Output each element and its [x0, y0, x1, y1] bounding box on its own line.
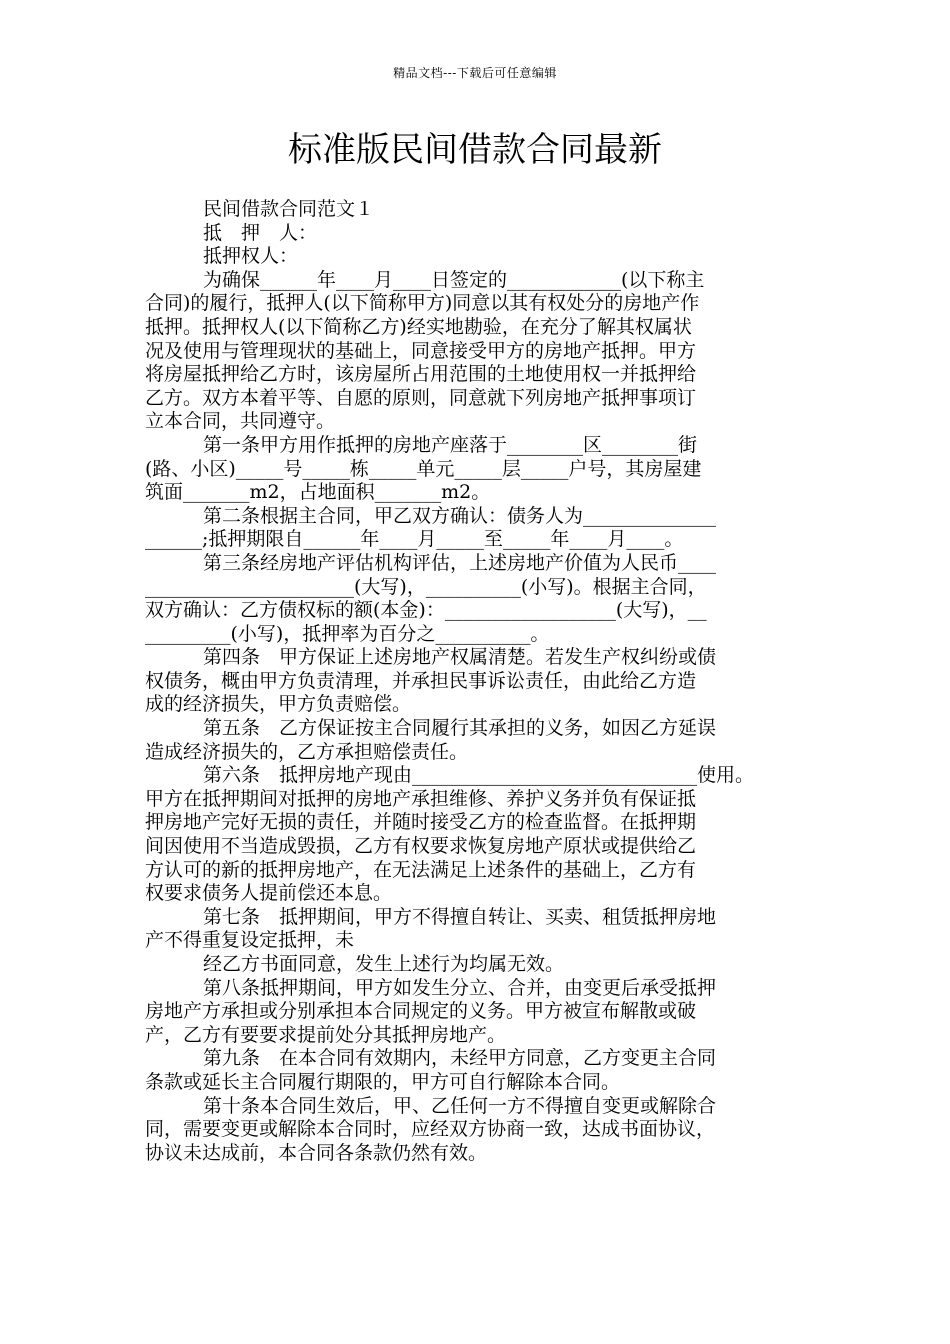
body-line: 立本合同，共同遵守。: [145, 410, 336, 433]
document-title: 标准版民间借款合同最新: [288, 130, 662, 170]
body-line: 间因使用不当造成毁损，乙方有权要求恢复房地产原状或提供给乙: [145, 835, 697, 858]
body-line: 成的经济损失，甲方负责赔偿。: [145, 693, 412, 716]
body-line: 权要求债务人提前偿还本息。: [145, 882, 393, 905]
body-line: 协议未达成前，本合同各条款仍然有效。: [145, 1141, 488, 1164]
body-line: 第四条 甲方保证上述房地产权属清楚。若发生产权纠纷或债: [203, 646, 717, 669]
body-line: 甲方在抵押期间对抵押的房地产承担维修、养护义务并负有保证抵: [145, 787, 697, 810]
body-line: 双方确认：乙方债权标的额(本金)：__________________(大写)，__: [145, 599, 707, 622]
body-line: 第五条 乙方保证按主合同履行其承担的义务，如因乙方延误: [203, 717, 717, 740]
body-line: 第三条经房地产评估机构评估，上述房地产价值为人民币____: [203, 551, 717, 574]
body-line: 造成经济损失的，乙方承担赔偿责任。: [145, 740, 469, 763]
body-line: 抵押权人：: [203, 245, 299, 268]
body-line: 第一条甲方用作抵押的房地产座落于________区________街: [203, 433, 698, 456]
body-line: 第九条 在本合同有效期内，未经甲方同意，乙方变更主合同: [203, 1047, 717, 1070]
body-line: 房地产方承担或分别承担本合同规定的义务。甲方被宣布解散或破: [145, 1000, 697, 1023]
body-line: 合同)的履行，抵押人(以下简称甲方)同意以其有权处分的房地产作: [145, 292, 700, 315]
body-line: 第六条 抵押房地产现由______________________________使用。: [203, 764, 755, 787]
body-line: 权债务，概由甲方负责清理，并承担民事诉讼责任，由此给乙方造: [145, 669, 697, 692]
body-line: 产，乙方有要要求提前处分其抵押房地产。: [145, 1023, 507, 1046]
page-header-note: 精品文档---下载后可任意编辑: [393, 66, 557, 80]
body-line: 民间借款合同范文１: [203, 198, 375, 220]
body-line: (路、小区)_____号_____栋_____单元_____层_____户号，其房屋建: [145, 457, 702, 480]
body-line: 第十条本合同生效后，甲、乙任何一方不得擅自变更或解除合: [203, 1094, 717, 1117]
body-line: 条款或延长主合同履行期限的，甲方可自行解除本合同。: [145, 1070, 621, 1093]
body-line: ______________________(大写)，__________(小写)。根据主合同，: [145, 575, 707, 598]
body-line: 产不得重复设定抵押，未: [145, 929, 355, 952]
body-line: 第二条根据主合同，甲乙双方确认：债务人为______________: [203, 504, 717, 527]
body-line: ______;抵押期限自______年____月_____至_____年____月____。: [145, 528, 684, 551]
body-line: 第八条抵押期间，甲方如发生分立、合并，由变更后承受抵押: [203, 976, 717, 999]
body-line: 同，需要变更或解除本合同时，应经双方协商一致，达成书面协议，: [145, 1118, 716, 1141]
body-line: 第七条 抵押期间，甲方不得擅自转让、买卖、租赁抵押房地: [203, 905, 717, 928]
body-line: 抵 押 人：: [203, 221, 318, 244]
body-line: 筑面_______m2，占地面积_______m2。: [145, 481, 491, 504]
body-line: 况及使用与管理现状的基础上，同意接受甲方的房地产抵押。甲方: [145, 339, 697, 362]
body-line: 押房地产完好无损的责任，并随时接受乙方的检查监督。在抵押期: [145, 811, 697, 834]
body-line: 抵押。抵押权人(以下简称乙方)经实地勘验，在充分了解其权属状: [145, 315, 692, 338]
body-line: 经乙方书面同意，发生上述行为均属无效。: [203, 953, 565, 975]
body-line: 将房屋抵押给乙方时，该房屋所占用范围的土地使用权一并抵押给: [145, 363, 697, 386]
body-line: 为确保______年____月____日签定的____________(以下称主: [203, 268, 705, 291]
body-line: 乙方。双方本着平等、自愿的原则，同意就下列房地产抵押事项订: [145, 386, 697, 409]
body-line: _________(小写)，抵押率为百分之__________。: [145, 622, 550, 645]
document-body: [145, 198, 809, 1165]
body-line: 方认可的新的抵押房地产，在无法满足上述条件的基础上，乙方有: [145, 858, 697, 881]
